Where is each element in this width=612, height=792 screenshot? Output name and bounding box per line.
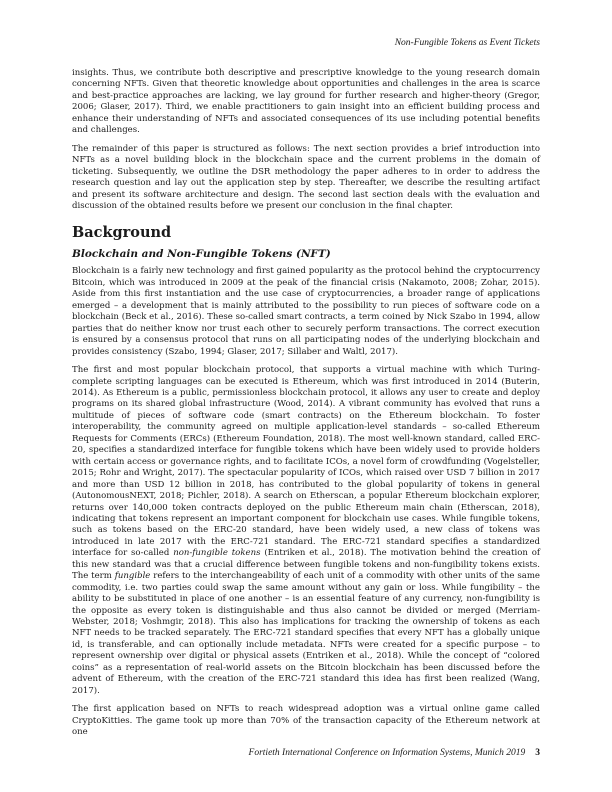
cryptokitties-paragraph: The first application based on NFTs to reach widespread adoption was a virtual online game called CryptoKitties. The game took up more than 70% of the transaction capacity of the Ethereum network at one — [72, 704, 540, 738]
intro-paragraph-2: The remainder of this paper is structured as follows: The next section provides a brief introduction into NFTs as a novel building block in the blockchain space and the current problems in the domain of ticketing. Subsequently, we outline the DSR methodology the paper adheres to in order to address the research question and lay out the application step by step. Thereafter, we describe the resulting artifact and present its software architecture and design. The second last section deals with the evaluation and discussion of the obtained results before we present our conclusion in the final chapter. — [72, 143, 540, 211]
ethereum-paragraph — [72, 365, 540, 697]
intro-paragraph-1: insights. Thus, we contribute both descriptive and prescriptive knowledge to the young research domain concerning NFTs. Given that theoretic knowledge about opportunities and challenges in the area is scarce and best-practice approaches are lacking, we lay ground for further research and higher-theory (Gregor, 2006; Glaser, 2017). Third, we enable practitioners to gain insight into an efficient building process and enhance their understanding of NFTs and associated consequences of its use including potential benefits and challenges. — [72, 68, 540, 136]
body-text — [72, 68, 540, 746]
italic-term: non-fungible tokens — [173, 548, 261, 559]
text-span: (Entriken et al., 2018). The motivation behind the creation of this new standard was that a crucial difference between fungible tokens and non-fungibility tokens exists. The term — [72, 548, 541, 582]
subsection-heading: Blockchain and Non-Fungible Tokens (NFT) — [72, 248, 331, 261]
italic-term: fungible — [114, 571, 151, 582]
blockchain-paragraph: Blockchain is a fairly new technology and first gained popularity as the protocol behind the cryptocurrency Bitcoin, which was introduced in 2009 at the peak of the financial crisis (Nakamoto, 2008; Zohar, 2015). Aside from this first instantiation and the use case of cryptocurrencies, a broader range of applications emerged – a development that is mainly attributed to the possibility to run pieces of software code on a blockchain (Beck et al., 2016). These so-called smart contracts, a term coined by Nick Szabo in 1994, allow parties that do neither know nor trust each other to securely perform transactions. The correct execution is ensured by a consensus protocol that runs on all participating nodes of the underlying blockchain and provides consistency (Szabo, 1994; Glaser, 2017; Sillaber and Waltl, 2017). — [72, 266, 540, 357]
text-span: refers to the interchangeability of each unit of a commodity with other units of the same commodity, i.e. two parties could swap the same amount without any gain or loss. While fungibility – the ability to be substituted in place of one another – is an essential feature of any currency, non-fungibility is the opposite as every token is distinguishable and thus also cannot be divided or merged (Merriam-Webster, 2018; Voshmgir, 2018). This also has implications for tracking the ownership of tokens as each NFT needs to be tracked separately. The ERC-721 standard specifies that every NFT has a globally unique id, is transferable, and can optionally include metadata. NFTs were created for a specific purpose – to represent ownership over digital or physical assets (Entriken et al., 2018). While the concept of “colored coins” as a representation of real-world assets on the Bitcoin blockchain has been discussed before the advent of Ethereum, with the creation of the ERC-721 standard this idea has first been realized (Wang, 2017). — [72, 571, 540, 696]
conference-name: Fortieth International Conference on Information Systems, Munich 2019 — [248, 748, 526, 758]
section-heading: Background — [72, 224, 172, 242]
text-span: The first and most popular blockchain protocol, that supports a virtual machine with which Turing-complete scripting languages can be executed is Ethereum, which was first introduced in 2014 (Buterin, 2014). As Ethereum is a public, permissionless blockchain protocol, it allows any user to create and deploy programs on its shared global infrastructure (Wood, 2014). A vibrant community has evolved that runs a multitude of pieces of software code (smart contracts) on the Ethereum blockchain. To foster interoperability, the community agreed on multiple application-level standards – so-called Ethereum Requests for Comments (ERCs) (Ethereum Foundation, 2018). The most well-known standard, called ERC-20, specifies a standardized interface for fungible tokens which have been widely used to provide holders with certain access or governance rights, and to facilitate ICOs, a novel form of crowdfunding (Vogelsteller, 2015; Rohr and Wright, 2017). The spectacular popularity of ICOs, which raised over USD 7 billion in 2017 and more than USD 12 billion in 2018, has contributed to the global popularity of tokens in general (AutonomousNEXT, 2018; Pichler, 2018). A search on Etherscan, a popular Ethereum blockchain explorer, returns over 140,000 token contracts deployed on the public Ethereum main chain (Etherscan, 2018), indicating that tokens represent an important component for blockchain use cases. While fungible tokens, such as tokens based on the ERC-20 standard, have been widely used, a new class of tokens was introduced in late 2017 with the ERC-721 standard. The ERC-721 standard specifies a standardized interface for so-called — [72, 365, 540, 559]
page-number: 3 — [535, 748, 540, 758]
running-title: Non-Fungible Tokens as Event Tickets — [394, 38, 540, 48]
page-footer — [249, 748, 540, 758]
